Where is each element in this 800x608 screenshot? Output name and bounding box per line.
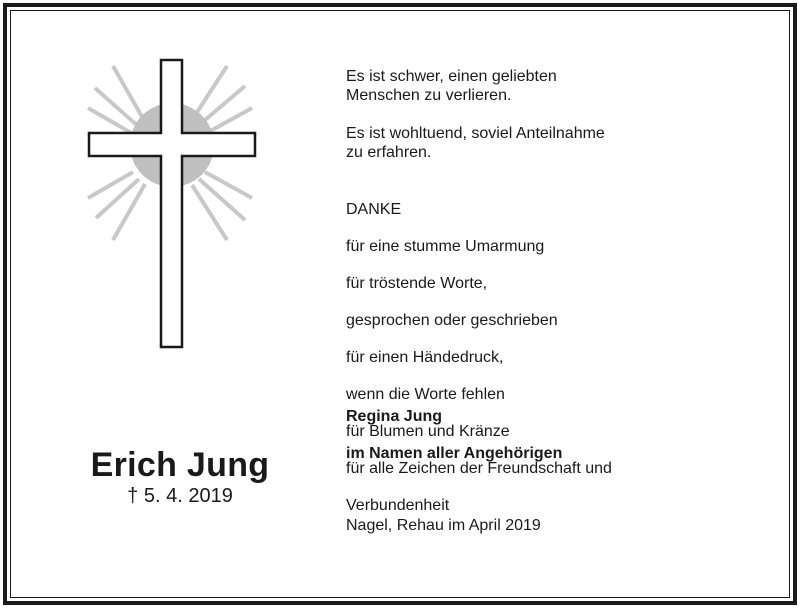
thanks-line: für tröstende Worte, (346, 274, 488, 292)
message-paragraph-2: Es ist wohltuend, soviel Anteilnahme zu erfahren. (346, 125, 605, 161)
thanks-line: wenn die Worte fehlen (346, 385, 505, 403)
thanks-line: Verbundenheit (346, 496, 450, 514)
deceased-name: Erich Jung (90, 446, 270, 484)
place-and-date: Nagel, Rehau im April 2019 (346, 517, 541, 534)
thanks-line: für eine stumme Umarmung (346, 237, 545, 255)
thanks-line: für alle Zeichen der Freundschaft und (346, 459, 612, 477)
thanks-line: gesprochen oder geschrieben (346, 311, 558, 329)
message-paragraph-1: Es ist schwer, einen geliebten Menschen zu verlieren. (346, 68, 557, 104)
signer-on-behalf: im Namen aller Angehörigen (346, 444, 563, 462)
thanks-line: für Blumen und Kränze (346, 422, 510, 440)
cross-icon (80, 50, 270, 360)
thanks-heading: DANKE (346, 200, 402, 218)
death-date: † 5. 4. 2019 (127, 485, 233, 507)
signature-block (346, 389, 562, 482)
thanks-line: für einen Händedruck, (346, 348, 504, 366)
signer-name: Regina Jung (346, 407, 443, 425)
